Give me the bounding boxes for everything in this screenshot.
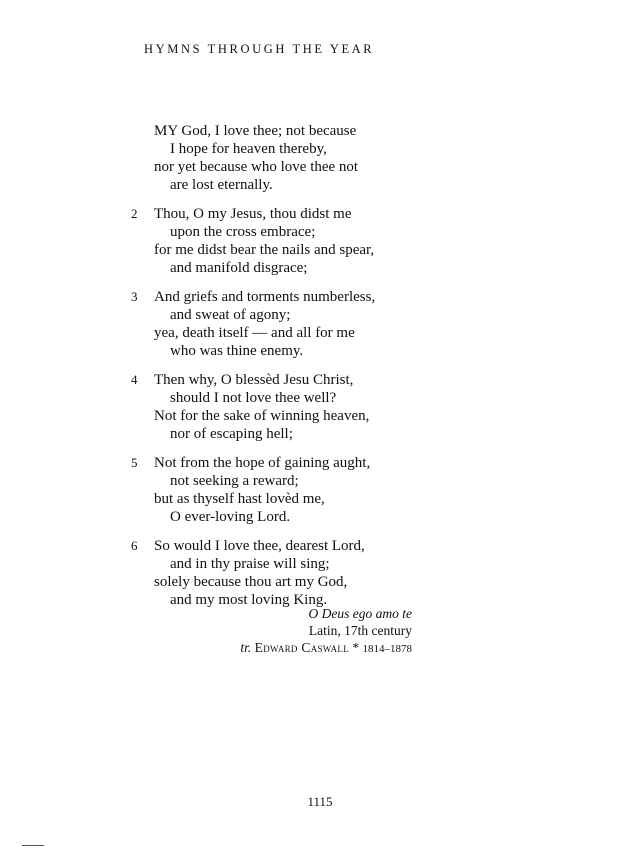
- verse-5: [0, 454, 640, 526]
- attribution: [240, 605, 412, 658]
- hymn-text: [0, 122, 640, 620]
- verse-line: O ever-loving Lord.: [170, 509, 291, 525]
- verse-line: So would I love thee, dearest Lord,: [154, 538, 365, 554]
- verse-line: I hope for heaven thereby,: [170, 141, 327, 157]
- verse-number: 5: [131, 455, 138, 470]
- verse-line: Then why, O blessèd Jesu Christ,: [154, 372, 354, 388]
- verse-number: 6: [131, 538, 138, 553]
- verse-line: and in thy praise will sing;: [170, 556, 330, 572]
- verse-line: MY God, I love thee; not because: [154, 123, 357, 139]
- verse-line: solely because thou art my God,: [154, 574, 348, 590]
- verse-line: and manifold disgrace;: [170, 260, 308, 276]
- verse-3: [0, 288, 640, 360]
- verse-line: Not from the hope of gaining aught,: [154, 455, 371, 471]
- verse-1: [0, 122, 640, 194]
- verse-6: [0, 537, 640, 609]
- verse-line: And griefs and torments numberless,: [154, 289, 376, 305]
- verse-line: Thou, O my Jesus, thou didst me: [154, 206, 352, 222]
- verse-number: 3: [131, 289, 138, 304]
- verse-line: who was thine enemy.: [170, 343, 304, 359]
- verse-number: 2: [131, 206, 138, 221]
- origin: Latin, 17th century: [308, 623, 412, 638]
- verse-line: upon the cross embrace;: [170, 224, 316, 240]
- verse-line: for me didst bear the nails and spear,: [154, 242, 375, 258]
- translator-dates: 1814–1878: [362, 643, 412, 655]
- latin-title: O Deus ego amo te: [308, 606, 412, 621]
- verse-line: not seeking a reward;: [170, 473, 299, 489]
- running-head: HYMNS THROUGH THE YEAR: [144, 42, 375, 56]
- translator-prefix: tr.: [240, 640, 252, 655]
- verse-line: and sweat of agony;: [170, 307, 291, 323]
- verse-line: nor yet because who love thee not: [154, 159, 359, 175]
- verse-line: Not for the sake of winning heaven,: [154, 408, 370, 424]
- verse-line: and my most loving King.: [170, 592, 328, 608]
- verse-2: [0, 205, 640, 277]
- verse-line: nor of escaping hell;: [170, 426, 293, 442]
- translator-name: Edward Caswall: [254, 640, 349, 655]
- verse-line: but as thyself hast lovèd me,: [154, 491, 325, 507]
- verse-line: should I not love thee well?: [170, 390, 337, 406]
- verse-4: [0, 371, 640, 443]
- verse-number: 4: [131, 372, 138, 387]
- verse-line: yea, death itself — and all for me: [154, 325, 355, 341]
- translator-line: [240, 639, 412, 658]
- verse-line: are lost eternally.: [170, 177, 273, 193]
- corner-divider: [22, 845, 44, 846]
- asterisk: *: [352, 640, 360, 655]
- page-number: 1115: [307, 794, 333, 809]
